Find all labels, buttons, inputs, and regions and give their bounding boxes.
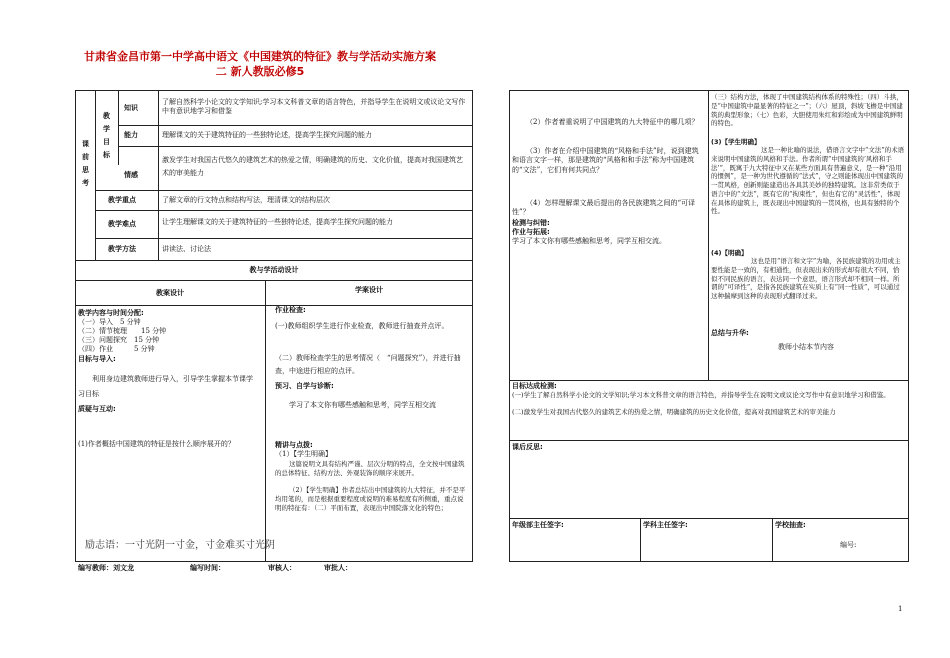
goal-intro-text: 利用身边建筑教师进行导入，引导学生掌握本节课学习目标 (78, 375, 253, 399)
preview-title: 预习、自学与诊断: (275, 382, 334, 390)
editor-label: 编写教师：刘文龙 (78, 564, 134, 572)
goal-text-knowledge: 了解自然科学小论文的文学知识;学习本文科普文章的语言特色，并指导学生在说明文或议论文写作中有意识地学习和借鉴 (162, 98, 466, 116)
number-label: 编号: (840, 541, 857, 549)
homework-1: (一)教师组织学生进行作业检查，教师进行抽查并点评。 (275, 322, 449, 330)
school-check: 学校抽查: (775, 521, 806, 529)
page-number: 1 (898, 605, 903, 613)
motto: 励志语：一寸光阴一寸金，寸金难买寸光阴 (85, 540, 275, 551)
difficult-points-label: 教学难点 (108, 220, 136, 228)
goal-label-emotion: 情感 (124, 171, 138, 179)
summary-text: 教师小结本节内容 (778, 343, 834, 351)
design-header: 教与学活动设计 (249, 266, 299, 274)
question-2: （2）作者着重说明了中国建筑的九大特征中的哪几项？ (526, 118, 699, 126)
preview-text: 学习了本文你有哪些感触和思考，同学互相交流 (289, 401, 436, 409)
summary-title: 总结与升华: (711, 329, 749, 337)
question-1: (1)作者概括中国建筑的特征是按什么顺序展开的？ (78, 440, 235, 448)
work-title: 作业与拓展: (512, 228, 550, 236)
question-4: （4）怎样理解课文最后提出的各民族建筑之间的“可译性”？ (512, 199, 696, 217)
plan-header: 教案设计 (156, 289, 184, 297)
target-2: (二)激发学生对我国古代悠久的建筑艺术的热爱之情，明确建筑的历史文化价值，提高对我国建筑艺术的审美能力 (512, 408, 836, 416)
target-1: (一)学生了解自然科学小论文的文学知识;学习本文科普文章的语言特色，并指导学生在说明文或议论文写作中有意识地学习和借鉴。 (512, 391, 890, 399)
document-title-line2: 二 新人教版必修5 (215, 65, 305, 78)
study-header: 学案设计 (355, 286, 383, 294)
goal-label-ability: 能力 (124, 131, 138, 139)
key-points-label: 教学重点 (108, 196, 136, 204)
teaching-goals-label: 教学目标 (102, 112, 111, 164)
method-text: 讲读法、讨论法 (162, 245, 211, 253)
schedule-2: （二）情节梳理 15 分钟 (78, 327, 167, 335)
reflection-title: 课后反思: (512, 443, 543, 451)
interaction-title: 质疑与互动: (78, 405, 116, 413)
answer-3-title: (3)【学生明确】 (711, 138, 761, 146)
grade-director-signature: 年级部主任签字: (512, 521, 564, 529)
answer-4-text: 这也是用“语言和文字”为喻，各民族建筑的功用或主要性能是一致的，有相通性，但表现出来的形式却有很大不同，恰似不同民族的语言，表达同一个意思，语言形式却不相同一样。所谓的“可译性”，是指各民族建筑在实质上有“同一性质”，可以通过这种揣摩到这种的表现形式翻译过来。 (711, 257, 901, 301)
question-3: （3）作者在介绍中国建筑的“风格和手法”时，说到建筑和语言文字一样，那是建筑的“风格和和手法”称为中国建筑的“文法”，它们有何共同点？ (512, 147, 699, 174)
work-text: 学习了本文你有哪些感触和思考，同学互相交流。 (512, 237, 666, 245)
schedule-3: （三）问题探究 15 分钟 (78, 336, 160, 344)
answer-3: （2）【学生明确】作者总结出中国建筑的九大特征，并不是平均用笔的，而是根据重要程度或说明的难易程度有所侧重，重点说明的特征有：（二）平面布置，表现出中国院落文化的特色； (275, 486, 466, 512)
answer-4-title: (4)【明确】 (711, 249, 748, 257)
target-title: 目标达成检测: (512, 382, 557, 390)
time-label: 编写时间： (190, 564, 225, 572)
content-title: 教学内容与时间分配: (78, 309, 144, 317)
key-points-text: 了解文章的行文特点和结构写法，理清课文的结构层次 (162, 196, 330, 204)
pre-class-thinking-label: 课前思考 (81, 140, 90, 192)
schedule-4: （四）作业 5 分钟 (78, 345, 155, 353)
difficult-points-text: 让学生理解课文的关于建筑特征的一些独特论述，提高学生探究问题的能力 (162, 218, 393, 226)
answer-3-text: 这是一种比喻的说法，借语言文字中“文法”的术语来说明中国建筑的风格和手法。作者所谓“中国建筑的‘风格和手法’”，既寓于九大特征中又在某些方面具有普遍意义，是一种“沿用的惯例”，是一种为世代遵循的“法式”，守之则能体现出中国建筑的一贯风格，创新则能建造出各具其美妙的独特建筑。这非常类似于语言中的“文法”，既有它的“拘束性”，但也有它的“灵活性”，体现在具体的建筑上，既表现出中国建筑的一贯风格，也具有独特的个性。 (711, 146, 905, 216)
goal-intro-title: 目标与导入: (78, 355, 116, 363)
method-label: 教学方法 (108, 245, 136, 253)
answer-1: （1）【学生明确】 (275, 450, 332, 458)
answer-continued: （三）结构方法，体现了中国建筑结构体系的特殊性；（四）斗拱，是“中国建筑中最显著的特征之一”；（六）屋顶，斜坡飞檐是中国建筑的典型形象；（七）色彩，大胆使用朱红和彩绘成为中国建筑鲜明的特色。 (711, 93, 903, 128)
schedule-1: （一）导入 5 分钟 (78, 318, 141, 326)
reviewer-label: 审核人： (268, 564, 296, 572)
approver-label: 审批人： (324, 564, 352, 572)
subject-director-signature: 学科主任签字: (643, 521, 688, 529)
answer-title: 精讲与点拨: (275, 441, 313, 449)
homework-2: （二）教师检查学生的思考情况（ “问题探究”），并进行抽查，中途进行相应的点评。 (275, 354, 461, 376)
check-title: 检测与纠错: (512, 219, 550, 227)
goal-text-emotion: 激发学生对我国古代悠久的建筑艺术的热爱之情，明确建筑的历史、文化价值，提高对我国建筑艺术的审美能力 (162, 156, 463, 178)
answer-2: 这篇说明文具有结构严谨、层次分明的特点，全文按中国建筑的总体特征、结构方法、外观装饰的顺序来展开。 (275, 460, 465, 477)
goal-text-ability: 理解课文的关于建筑特征的一些独特论述，提高学生探究问题的能力 (162, 131, 372, 139)
goal-label-knowledge: 知识 (124, 104, 138, 112)
homework-title: 作业检查: (275, 306, 306, 314)
document-title-line1: 甘肃省金昌市第一中学高中语文《中国建筑的特征》教与学活动实施方案 (84, 50, 436, 63)
